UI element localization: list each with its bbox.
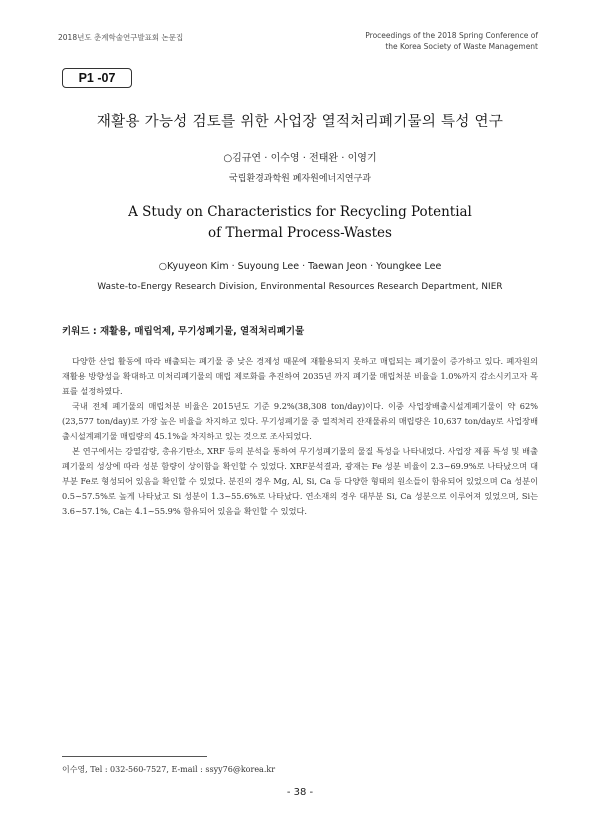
affiliation-ko: 국립환경과학원 폐자원에너지연구과 — [229, 174, 371, 184]
affiliation-en: Waste-to-Energy Research Division, Environmental Resources Research Department, NIER — [97, 282, 503, 292]
keywords: 키워드 : 재활용, 매립억제, 무기성폐기물, 열적처리폐기물 — [62, 326, 305, 337]
footnote-divider — [62, 756, 207, 757]
proceedings-header-en-line1: Proceedings of the 2018 Spring Conference of — [365, 31, 538, 40]
corresponding-author-footnote: 이수영, Tel : 032-560-7527, E-mail : ssyy76@korea.kr — [62, 765, 276, 774]
paper-title-en-line1: A Study on Characteristics for Recycling Potential — [128, 204, 472, 220]
abstract-paragraph-2: 국내 전체 폐기물의 매립처분 비율은 2015년도 기준 9.2%(38,308 ton/day)이다. 이중 사업장배출시설계폐기물이 약 62%(23,577 ton/day)로 가장 높은 비율을 차지하고 있다. 무기성폐기물 중 열적처리 잔재물류의 매립량은 10,637 ton/day로 사업장배출시설계폐기물 매립량의 45.1%을 차지하고 있는 것으로 조사되었다. — [62, 401, 538, 441]
abstract-paragraph-3: 본 연구에서는 강열감량, 총유기탄소, XRF 등의 분석을 통하여 무기성폐기물의 물질 특성을 나타내었다. 사업장 제품 특성 및 배출 폐기물의 성상에 따라 성분 함량이 상이함을 확인할 수 있었다. XRF분석결과, 광재는 Fe 성분 비율이 2.3~69.9%로 나타났으며 대부분 Fe로 형성되어 있음을 확인할 수 있었다. 분진의 경우 Mg, Al, Si, Ca 등 다양한 형태의 원소들이 함유되어 있었으며 Ca 성분이 0.5~57.5%로 높게 나타났고 Si 성분이 1.3~55.6%로 나타났다. 연소재의 경우 대부분 Si, Ca 성분으로 이루어져 있었으며, Si는 3.6~57.1%, Ca는 4.1~55.9% 함유되어 있음을 확인할 수 있었다. — [62, 446, 538, 516]
authors-en: ○Kyuyeon Kim · Suyoung Lee · Taewan Jeon · Youngkee Lee — [158, 261, 442, 272]
paper-title-en-line2: of Thermal Process-Wastes — [208, 225, 392, 241]
proceedings-header-ko: 2018년도 춘계학술연구발표회 논문집 — [58, 33, 184, 42]
paper-title-ko: 재활용 가능성 검토를 위한 사업장 열적처리폐기물의 특성 연구 — [96, 114, 504, 130]
authors-ko: ○김규연 · 이수영 · 전태완 · 이영기 — [223, 153, 377, 164]
page-number: - 38 - — [286, 787, 314, 798]
session-code-badge: P1 -07 — [62, 68, 132, 88]
proceedings-header-en — [365, 30, 538, 52]
paper-title-en — [0, 202, 600, 244]
abstract-paragraph-1: 다양한 산업 활동에 따라 배출되는 폐기물 중 낮은 경제성 때문에 재활용되지 못하고 매립되는 폐기물이 증가하고 있다. 폐자원의 재활용 방향성을 확대하고 미처리폐기물의 매립 제로화를 추진하여 2035년 까지 폐기물 매립처분 비율을 1.0%까지 감소시키고자 목표를 설정하였다. — [62, 356, 538, 396]
abstract-body — [62, 354, 538, 519]
proceedings-header-en-line2: the Korea Society of Waste Management — [385, 42, 538, 51]
